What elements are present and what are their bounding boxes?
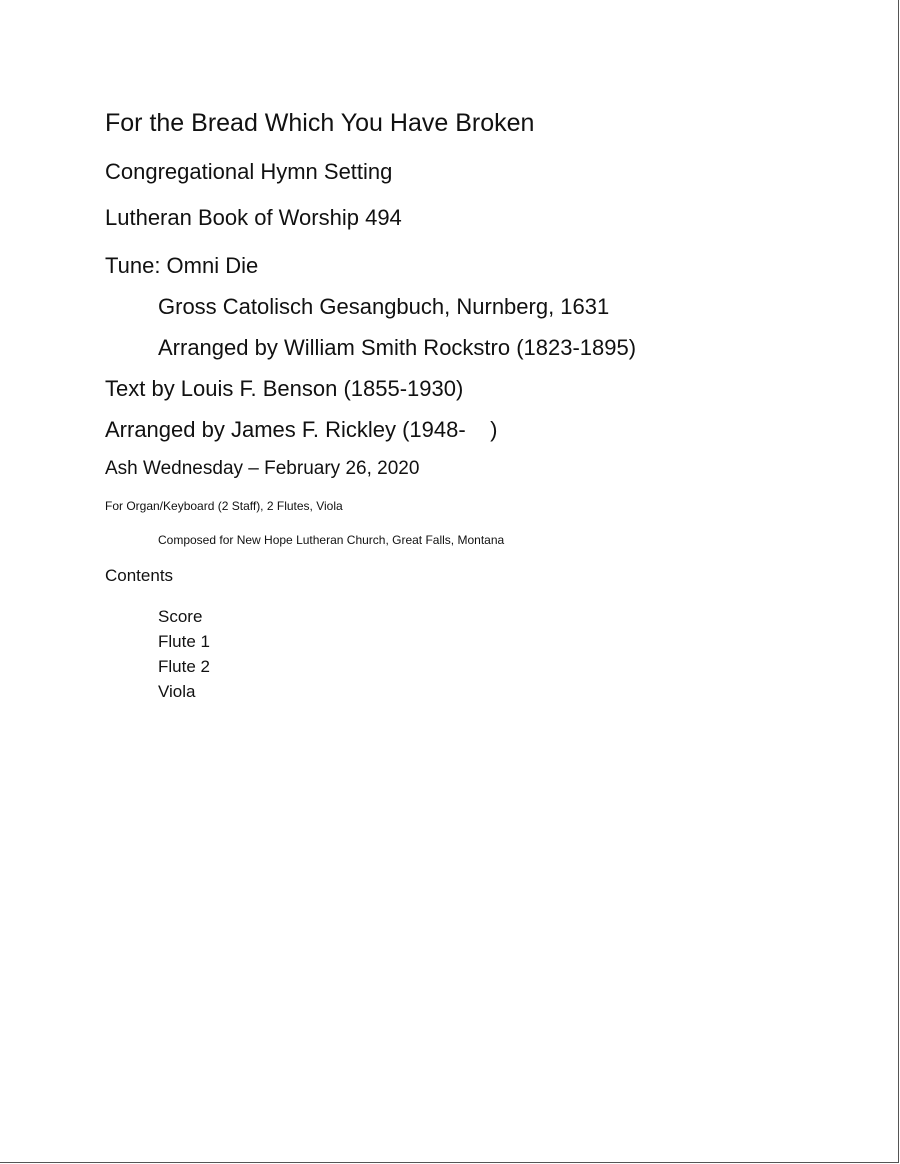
occasion-date: Ash Wednesday – February 26, 2020 (105, 458, 420, 479)
tune-arranger: Arranged by William Smith Rockstro (1823-1895) (158, 335, 637, 360)
instrumentation: For Organ/Keyboard (2 Staff), 2 Flutes, Viola (105, 499, 343, 513)
hymn-subtitle: Congregational Hymn Setting (105, 159, 393, 184)
setting-arranger: Arranged by James F. Rickley (1948- ) (105, 417, 498, 442)
text-author: Text by Louis F. Benson (1855-1930) (105, 376, 464, 401)
tune-source: Gross Catolisch Gesangbuch, Nurnberg, 1631 (158, 294, 610, 319)
hymn-title: For the Bread Which You Have Broken (105, 109, 535, 137)
hymnal-reference: Lutheran Book of Worship 494 (105, 205, 402, 230)
tune-name: Tune: Omni Die (105, 253, 259, 278)
contents-list (158, 604, 210, 704)
contents-item-flute-2: Flute 2 (158, 657, 210, 676)
contents-item-flute-1: Flute 1 (158, 632, 210, 651)
contents-heading: Contents (105, 566, 174, 585)
composed-for: Composed for New Hope Lutheran Church, Great Falls, Montana (158, 533, 505, 547)
contents-item-score: Score (158, 607, 203, 626)
contents-item-viola: Viola (158, 682, 196, 701)
